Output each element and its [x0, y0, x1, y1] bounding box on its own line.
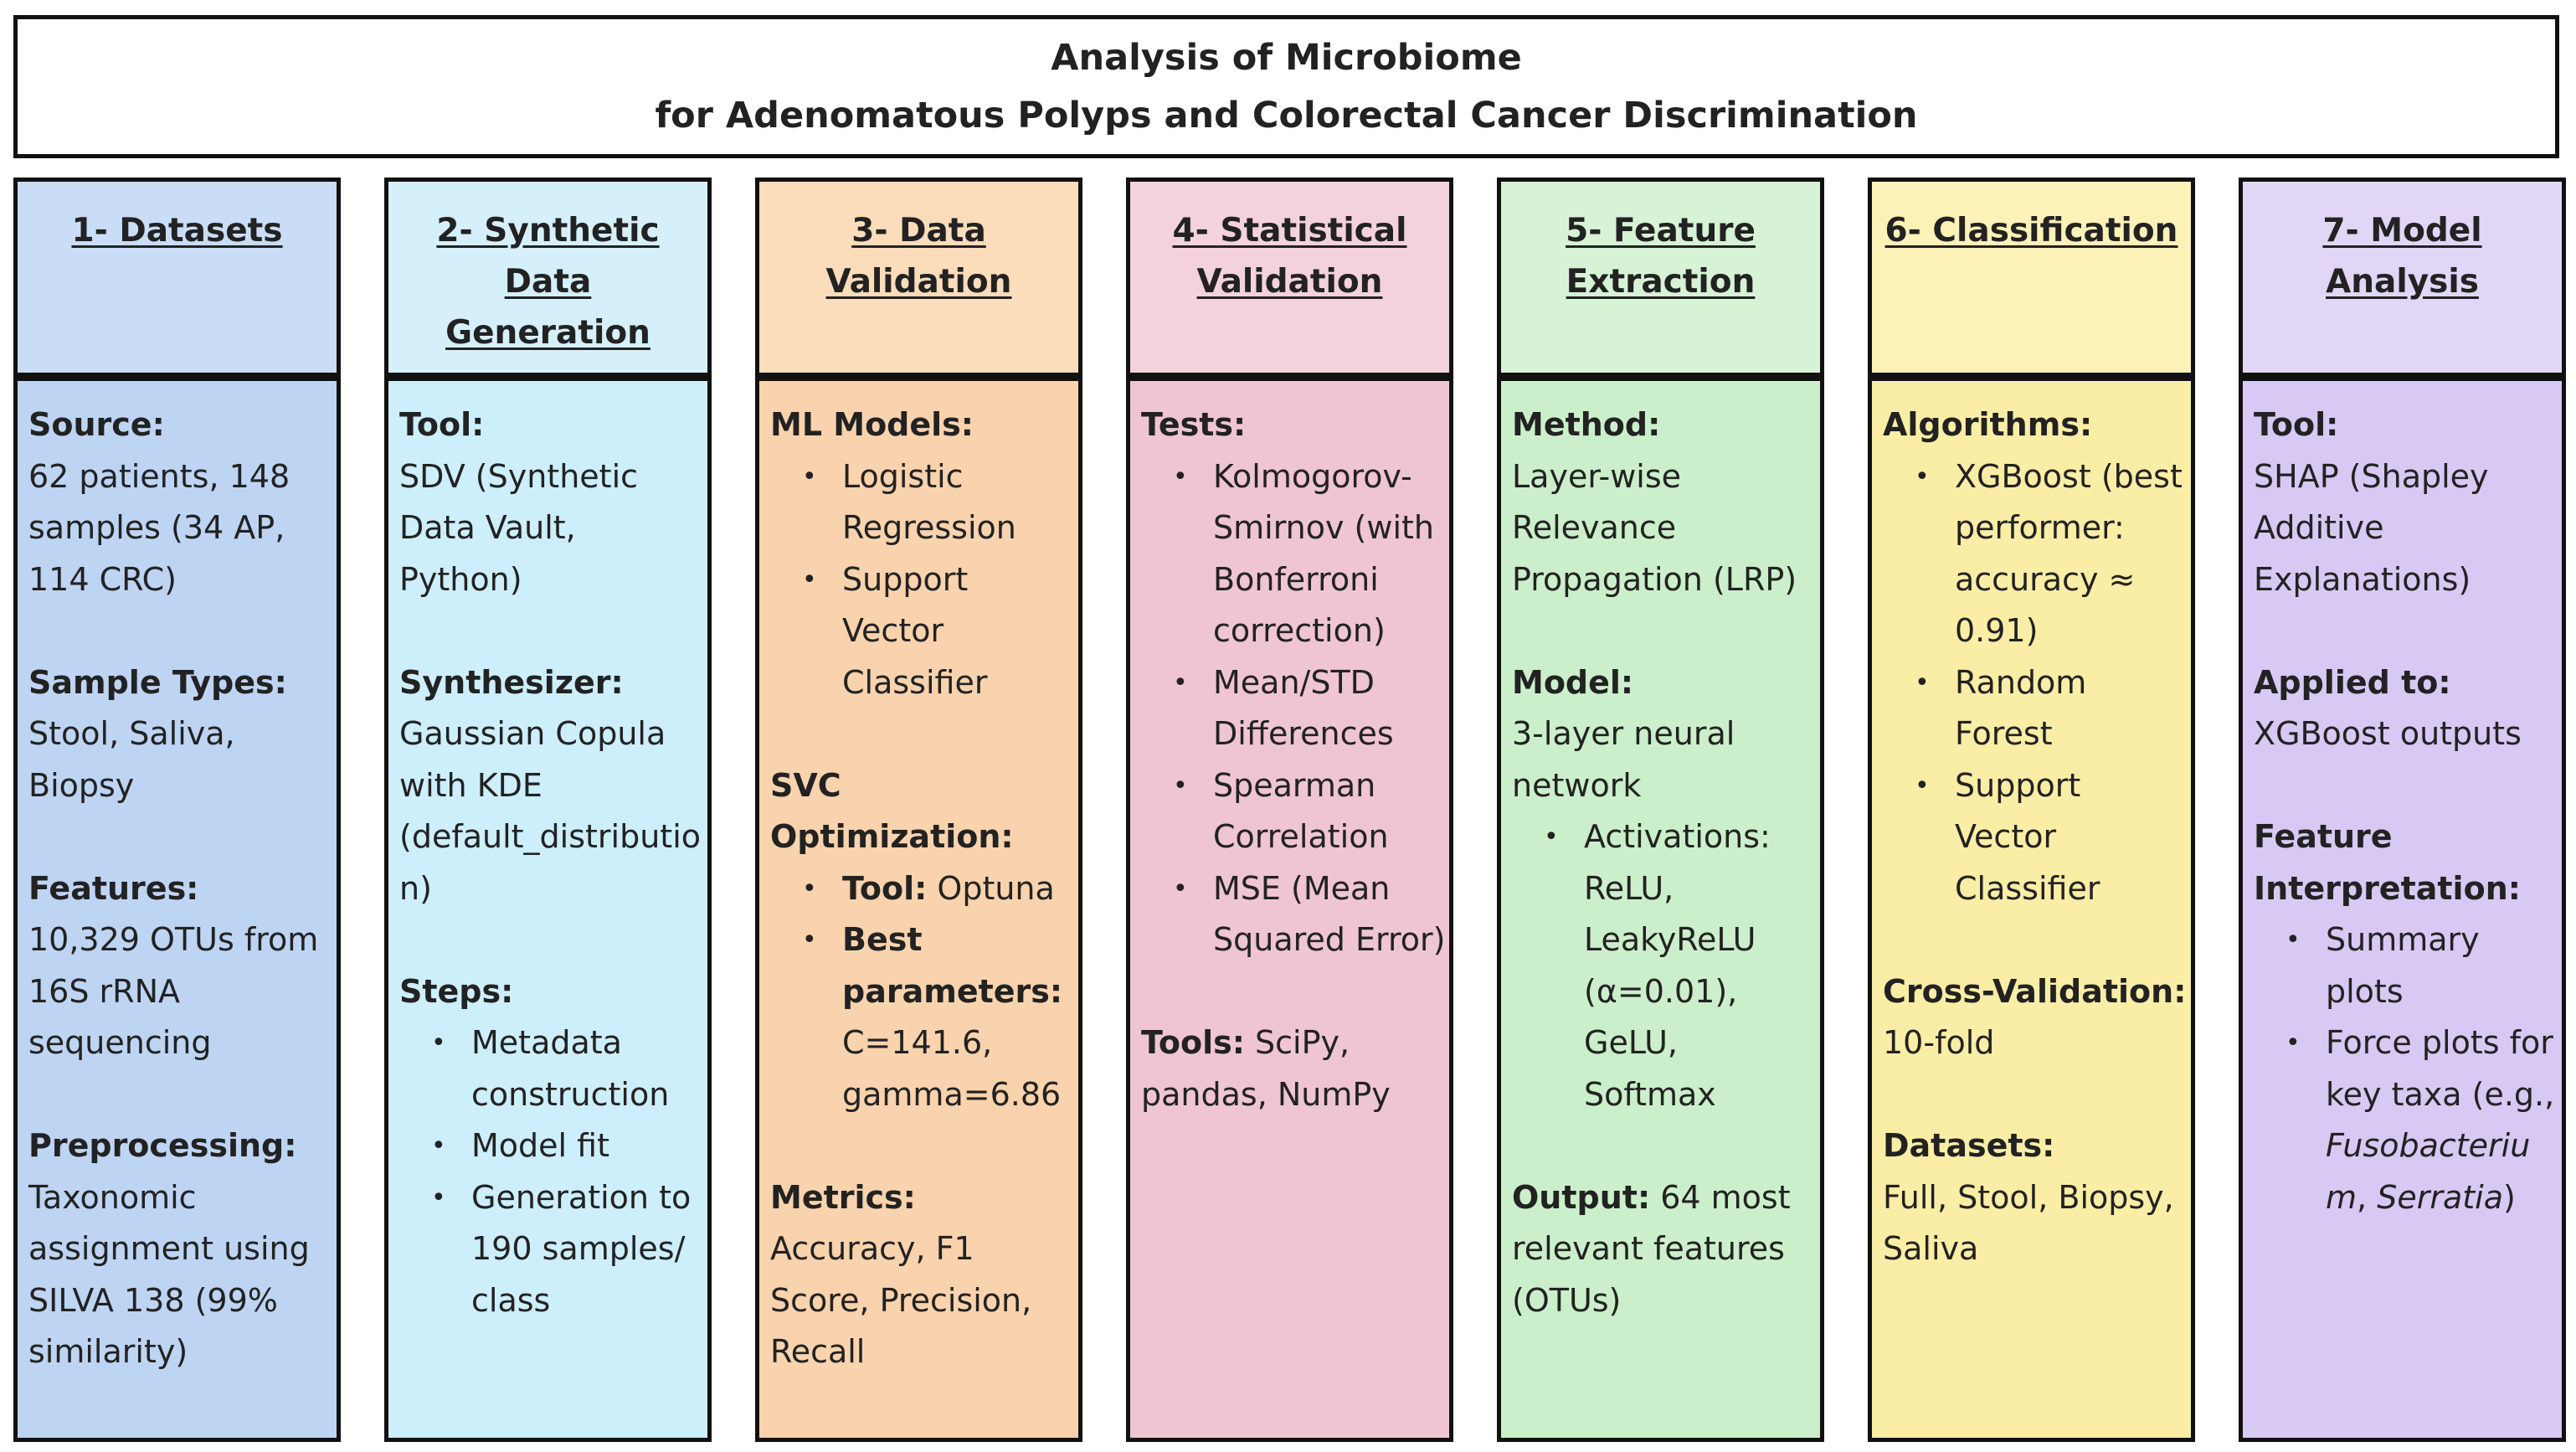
applied-to-label: Applied to: [2254, 663, 2451, 701]
cross-validation-text: 10-fold [1883, 1024, 1995, 1061]
column-title-datasets: 1- Datasets [71, 212, 283, 250]
source-label: Source: [28, 406, 165, 443]
metrics-block [770, 1172, 1075, 1378]
model-block [1512, 657, 1817, 1121]
feature-interpretation-block [2254, 811, 2558, 1223]
datasets-block [1883, 1120, 2188, 1275]
list-item: • Activations: ReLU, LeakyReLU (α=0.01), GeLU, Softmax [1584, 811, 1817, 1120]
column-body-datasets [13, 377, 341, 1442]
column-header-feature-extraction [1497, 178, 1824, 377]
synthesizer-label: Synthesizer: [399, 663, 624, 701]
column-title-data-validation: 3- Data Validation [825, 212, 1012, 301]
column-header-datasets [13, 178, 341, 377]
column-body-classification [1868, 377, 2195, 1442]
sample-types-text: Stool, Saliva, Biopsy [28, 715, 235, 804]
method-label: Method: [1512, 406, 1661, 443]
svc-tool-text: Optuna [937, 869, 1055, 907]
svc-optimization-block [770, 760, 1075, 1121]
preprocessing-text: Taxonomic assignment using SILVA 138 (99% similarity) [28, 1178, 310, 1370]
list-item [842, 914, 1075, 1120]
ml-models-list [770, 451, 1075, 709]
column-title-classification: 6- Classification [1884, 212, 2178, 250]
features-label: Features: [28, 869, 199, 907]
sample-types-label: Sample Types: [28, 663, 287, 701]
column-body-data-validation [755, 377, 1082, 1442]
tool-text: SDV (Synthetic Data Vault, Python) [399, 457, 639, 598]
list-item: • Spearman Correlation [1213, 760, 1446, 863]
list-item: • MSE (Mean Squared Error) [1213, 863, 1446, 966]
algorithms-block [1883, 399, 2188, 914]
list-item: • Metadata construction [471, 1017, 704, 1120]
activations-list [1512, 811, 1817, 1120]
column-synthetic-data-generation [384, 178, 712, 1442]
svc-tool-label: Tool: [842, 869, 928, 907]
force-plots-end: ) [2502, 1178, 2516, 1216]
column-title-model-analysis: 7- Model Analysis [2322, 212, 2482, 301]
list-item: • Mean/STD Differences [1213, 657, 1446, 760]
tool-block [2254, 399, 2558, 605]
diagram-title-box [13, 15, 2559, 158]
synthesizer-block [399, 657, 704, 915]
tool-text: SHAP (Shapley Additive Explanations) [2254, 457, 2489, 598]
feature-interpretation-label: Feature Interpretation: [2254, 818, 2521, 907]
taxon-fusobacterium: Fusobacterium [2326, 1127, 2531, 1216]
preprocessing-block [28, 1120, 333, 1378]
svc-optimization-label: SVC Optimization: [770, 766, 1014, 855]
taxon-serratia: Serratia [2377, 1178, 2503, 1216]
column-title-synthetic-data-generation: 2- Synthetic Data Generation [436, 212, 660, 352]
method-block [1512, 399, 1817, 605]
algorithms-list [1883, 451, 2188, 915]
source-block [28, 399, 333, 605]
model-label: Model: [1512, 663, 1634, 701]
column-header-model-analysis [2239, 178, 2566, 377]
column-body-model-analysis [2239, 377, 2566, 1442]
diagram-title-line-2: for Adenomatous Polyps and Colorectal Cancer Discrimination [655, 94, 1918, 136]
list-item: • XGBoost (best performer: accuracy ≈ 0.91) [1955, 451, 2188, 657]
taxon-separator: , [2357, 1178, 2378, 1216]
column-classification [1868, 178, 2195, 1442]
output-label: Output: [1512, 1178, 1651, 1216]
column-header-statistical-validation [1126, 178, 1453, 377]
algorithms-label: Algorithms: [1883, 406, 2093, 443]
tests-list [1141, 451, 1446, 966]
preprocessing-label: Preprocessing: [28, 1127, 297, 1164]
column-body-feature-extraction [1497, 377, 1824, 1442]
datasets-text: Full, Stool, Biopsy, Saliva [1883, 1178, 2174, 1267]
list-item: • Kolmogorov-Smirnov (with Bonferroni correction) [1213, 451, 1446, 657]
column-data-validation [755, 178, 1082, 1442]
datasets-label: Datasets: [1883, 1127, 2055, 1164]
tool-block [399, 399, 704, 605]
features-block [28, 863, 333, 1069]
ml-models-block [770, 399, 1075, 708]
list-item: • Model fit [471, 1120, 704, 1172]
list-item: • Summary plots [2326, 914, 2558, 1017]
tools-block [1141, 1017, 1446, 1120]
column-body-statistical-validation [1126, 377, 1453, 1442]
feature-interpretation-list [2254, 914, 2558, 1223]
tests-label: Tests: [1141, 406, 1247, 443]
column-datasets [13, 178, 341, 1442]
list-item: • Random Forest [1955, 657, 2188, 760]
output-block [1512, 1172, 1817, 1327]
source-text: 62 patients, 148 samples (34 AP, 114 CRC) [28, 457, 291, 598]
steps-list [399, 1017, 704, 1326]
column-model-analysis [2239, 178, 2566, 1442]
steps-block [399, 966, 704, 1327]
cross-validation-block [1883, 966, 2188, 1069]
applied-to-block [2254, 657, 2558, 760]
tools-text: SciPy, pandas, NumPy [1141, 1024, 1391, 1113]
steps-label: Steps: [399, 972, 514, 1010]
list-item [2326, 1017, 2558, 1223]
svc-optimization-list [770, 863, 1075, 1121]
synthesizer-text: Gaussian Copula with KDE (default_distribution) [399, 715, 701, 907]
column-title-feature-extraction: 5- Feature Extraction [1566, 212, 1756, 301]
tool-label: Tool: [2254, 406, 2339, 443]
list-item: • Support Vector Classifier [842, 554, 1075, 709]
cross-validation-label: Cross-Validation: [1883, 972, 2187, 1010]
column-header-data-validation [755, 178, 1082, 377]
force-plots-text: Force plots for key taxa (e.g., [2326, 1024, 2555, 1113]
applied-to-text: XGBoost outputs [2254, 715, 2522, 752]
tests-block [1141, 399, 1446, 966]
list-item: • Generation to 190 samples/ class [471, 1172, 704, 1327]
model-text: 3-layer neural network [1512, 715, 1735, 804]
metrics-text: Accuracy, F1 Score, Precision, Recall [770, 1230, 1032, 1370]
diagram-title-line-1: Analysis of Microbiome [1051, 36, 1522, 79]
method-text: Layer-wise Relevance Propagation (LRP) [1512, 457, 1797, 598]
sample-types-block [28, 657, 333, 812]
column-feature-extraction [1497, 178, 1824, 1442]
column-statistical-validation [1126, 178, 1453, 1442]
column-title-statistical-validation: 4- Statistical Validation [1172, 212, 1407, 301]
column-header-synthetic-data-generation [384, 178, 712, 377]
tools-label: Tools: [1141, 1024, 1245, 1061]
output-text: 64 most relevant features (OTUs) [1512, 1178, 1791, 1319]
tool-label: Tool: [399, 406, 485, 443]
list-item: • Logistic Regression [842, 451, 1075, 554]
svc-best-text: C=141.6, gamma=6.86 [842, 1024, 1062, 1113]
features-text: 10,329 OTUs from 16S rRNA sequencing [28, 921, 319, 1061]
column-body-synthetic-data-generation [384, 377, 712, 1442]
ml-models-label: ML Models: [770, 406, 974, 443]
svc-best-label: Best parameters: [842, 921, 1063, 1010]
list-item [842, 863, 1075, 915]
column-header-classification [1868, 178, 2195, 377]
metrics-label: Metrics: [770, 1178, 916, 1216]
list-item: • Support Vector Classifier [1955, 760, 2188, 915]
